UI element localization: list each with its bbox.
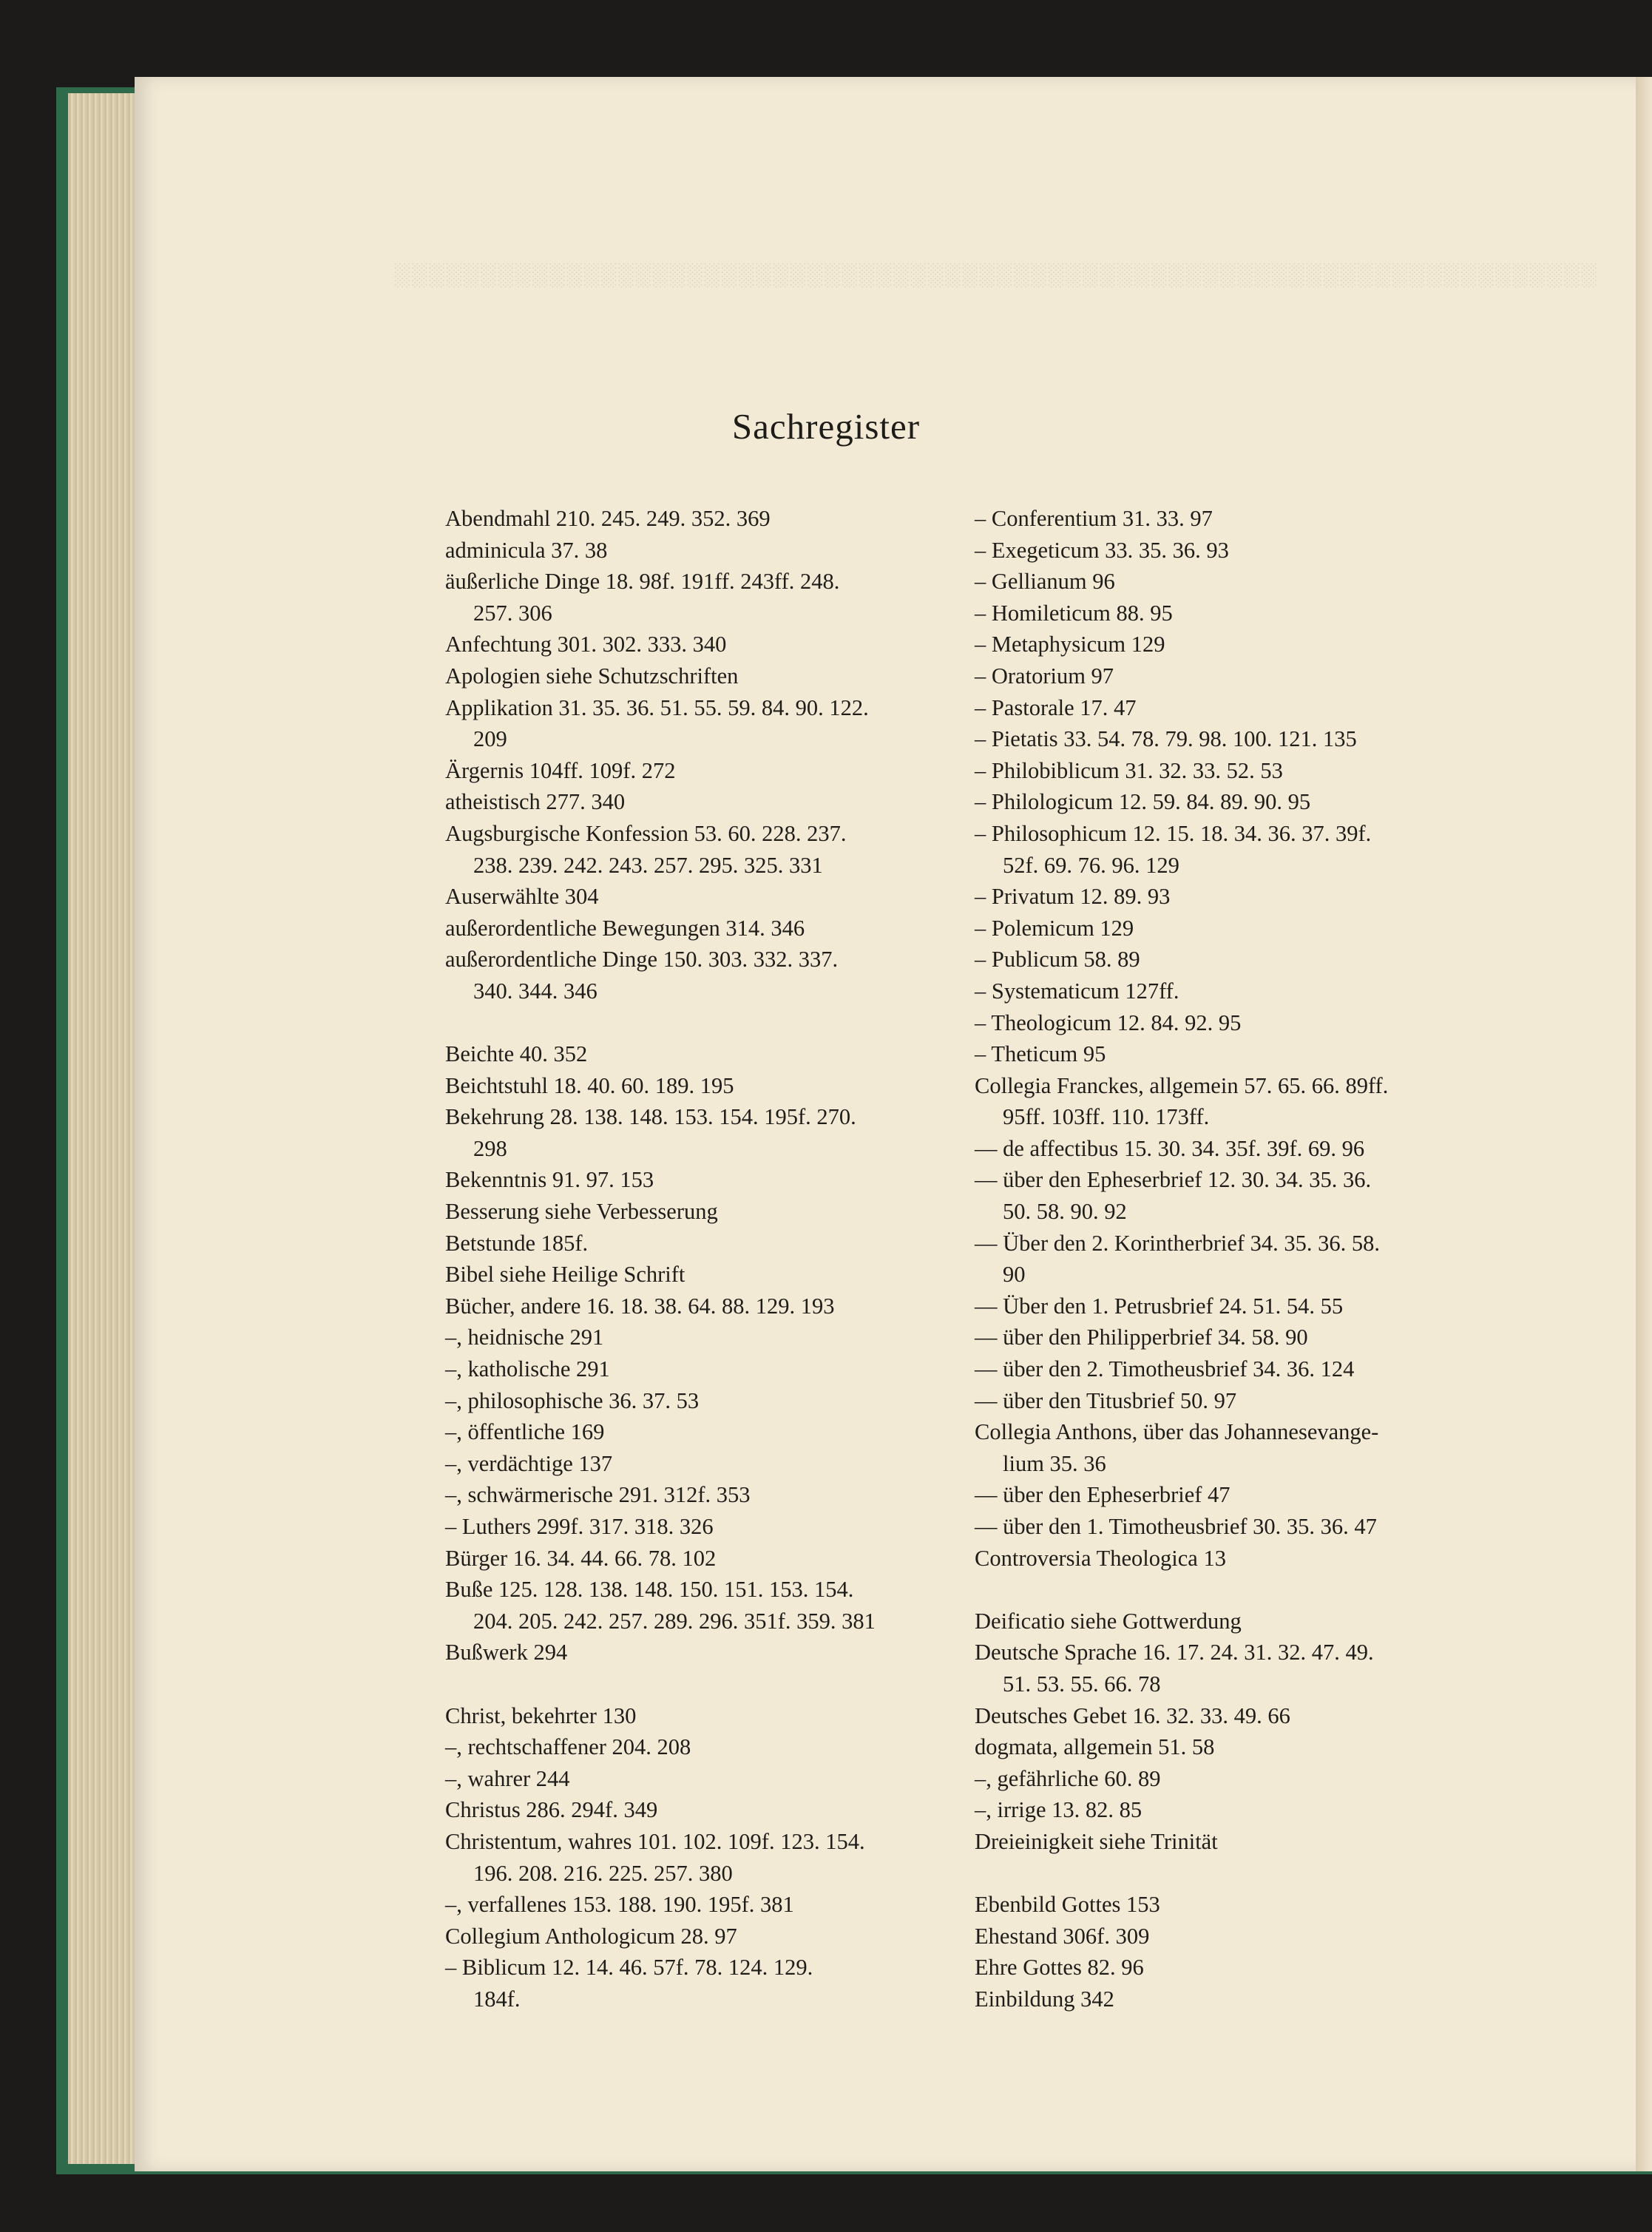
index-entry-line: 184f. bbox=[473, 1986, 521, 2012]
index-entry bbox=[445, 1353, 933, 1385]
index-entry bbox=[975, 598, 1492, 629]
index-entry-line: 209 bbox=[473, 726, 507, 752]
index-entry-line: –– Über den 1. Petrusbrief 24. 51. 54. 55 bbox=[975, 1293, 1344, 1319]
index-entry bbox=[975, 1133, 1492, 1165]
section-gap bbox=[445, 1007, 933, 1039]
index-entry bbox=[445, 881, 933, 913]
index-entry bbox=[445, 1228, 933, 1259]
index-entry-line: Ärgernis 104ff. 109f. 272 bbox=[445, 757, 676, 783]
index-entry bbox=[975, 503, 1492, 535]
index-entry bbox=[975, 1511, 1492, 1543]
index-entry bbox=[445, 786, 933, 818]
index-entry-line: –– über den 2. Timotheusbrief 34. 36. 124 bbox=[975, 1356, 1355, 1382]
index-entry bbox=[975, 1038, 1492, 1070]
index-entry-line: Deificatio siehe Gottwerdung bbox=[975, 1608, 1242, 1634]
index-entry bbox=[975, 1826, 1492, 1858]
index-entry-line: –– über den Titusbrief 50. 97 bbox=[975, 1387, 1237, 1413]
index-entry-line: Bußwerk 294 bbox=[445, 1640, 568, 1665]
index-entry-line: – Publicum 58. 89 bbox=[975, 947, 1140, 973]
index-entry bbox=[445, 913, 933, 944]
index-entry bbox=[975, 1353, 1492, 1385]
index-entry bbox=[975, 1700, 1492, 1732]
index-entry-line: –, heidnische 291 bbox=[445, 1325, 604, 1350]
index-entry-line: Beichtstuhl 18. 40. 60. 189. 195 bbox=[445, 1072, 734, 1098]
index-entry-line: –, schwärmerische 291. 312f. 353 bbox=[445, 1482, 751, 1508]
index-entry bbox=[975, 881, 1492, 913]
index-entry bbox=[975, 1606, 1492, 1637]
index-entry bbox=[975, 1479, 1492, 1511]
index-entry-line: Abendmahl 210. 245. 249. 352. 369 bbox=[445, 506, 771, 531]
index-entry-line: Besserung siehe Verbesserung bbox=[445, 1199, 718, 1225]
index-entry-line: – Privatum 12. 89. 93 bbox=[975, 884, 1171, 910]
index-entry bbox=[445, 535, 933, 567]
index-entry-line: Deutsche Sprache 16. 17. 24. 31. 32. 47. 49. bbox=[975, 1640, 1374, 1665]
index-entry-line: – Metaphysicum 129 bbox=[975, 632, 1165, 657]
index-entry bbox=[445, 1259, 933, 1291]
section-gap bbox=[975, 1858, 1492, 1890]
index-entry-line: –, verfallenes 153. 188. 190. 195f. 381 bbox=[445, 1892, 794, 1918]
index-entry bbox=[445, 1543, 933, 1575]
index-entry-line: Ehre Gottes 82. 96 bbox=[975, 1955, 1144, 1981]
index-entry-line: Deutsches Gebet 16. 32. 33. 49. 66 bbox=[975, 1702, 1290, 1728]
index-entry-line: Christus 286. 294f. 349 bbox=[445, 1797, 658, 1823]
index-entry-line: außerordentliche Dinge 150. 303. 332. 337. bbox=[445, 947, 839, 973]
index-entry bbox=[445, 1700, 933, 1732]
index-entry-line: Bücher, andere 16. 18. 38. 64. 88. 129. 193 bbox=[445, 1293, 835, 1319]
index-entry-line: –, philosophische 36. 37. 53 bbox=[445, 1387, 700, 1413]
index-entry bbox=[975, 1322, 1492, 1353]
index-entry-line: Ebenbild Gottes 153 bbox=[975, 1892, 1160, 1918]
index-entry bbox=[445, 1196, 933, 1228]
section-gap bbox=[975, 1574, 1492, 1606]
index-entry-line: –– de affectibus 15. 30. 34. 35f. 39f. 69. 96 bbox=[975, 1135, 1365, 1161]
index-entry bbox=[445, 660, 933, 692]
index-entry-line: Bibel siehe Heilige Schrift bbox=[445, 1262, 685, 1288]
index-entry-line: –, öffentliche 169 bbox=[445, 1419, 605, 1445]
index-entry-line: 95ff. 103ff. 110. 173ff. bbox=[1003, 1104, 1210, 1130]
index-entry bbox=[975, 660, 1492, 692]
index-entry-line: Betstunde 185f. bbox=[445, 1230, 589, 1256]
index-entry-line: Apologien siehe Schutzschriften bbox=[445, 663, 739, 689]
index-entry-line: –, irrige 13. 82. 85 bbox=[975, 1797, 1142, 1823]
index-entry-line: Ehestand 306f. 309 bbox=[975, 1923, 1150, 1949]
index-entry bbox=[975, 1794, 1492, 1826]
index-entry bbox=[445, 1952, 933, 2015]
index-entry-line: Bekenntnis 91. 97. 153 bbox=[445, 1167, 654, 1193]
index-entry bbox=[975, 755, 1492, 787]
index-entry bbox=[975, 1984, 1492, 2015]
index-entry-line: –, gefährliche 60. 89 bbox=[975, 1765, 1161, 1791]
index-column-right bbox=[975, 503, 1492, 2015]
index-entry-line: –, katholische 291 bbox=[445, 1356, 610, 1382]
index-entry-line: 90 bbox=[1003, 1262, 1026, 1288]
index-entry-line: Controversia Theologica 13 bbox=[975, 1545, 1226, 1571]
index-entry bbox=[975, 1921, 1492, 1952]
index-entry-line: – Biblicum 12. 14. 46. 57f. 78. 124. 129. bbox=[445, 1955, 813, 1981]
index-entry bbox=[445, 629, 933, 660]
index-entry-line: – Systematicum 127ff. bbox=[975, 978, 1179, 1004]
index-entry bbox=[445, 1385, 933, 1417]
index-entry bbox=[445, 1070, 933, 1102]
index-entry bbox=[445, 1511, 933, 1543]
index-entry bbox=[975, 913, 1492, 944]
index-entry-line: außerordentliche Bewegungen 314. 346 bbox=[445, 915, 805, 941]
index-entry-line: –– über den Philipperbrief 34. 58. 90 bbox=[975, 1325, 1308, 1350]
index-entry-line: –, rechtschaffener 204. 208 bbox=[445, 1734, 691, 1760]
index-entry-line: Einbildung 342 bbox=[975, 1986, 1114, 2012]
index-entry bbox=[445, 503, 933, 535]
index-entry-line: 51. 53. 55. 66. 78 bbox=[1003, 1671, 1161, 1697]
index-entry-line: –– über den Epheserbrief 47 bbox=[975, 1482, 1230, 1508]
bleed-through-texture: ░░░░░░░░░░░░░░░░░░░░░░░░░░░░░░░░░░░░░░░░░░░░░░░░░░░░░░░░░░░░░░░░░░░░░░ bbox=[393, 263, 1597, 287]
index-entry bbox=[445, 1038, 933, 1070]
index-entry bbox=[975, 629, 1492, 660]
index-entry bbox=[975, 975, 1492, 1007]
index-entry bbox=[975, 1416, 1492, 1479]
index-entry-line: Collegium Anthologicum 28. 97 bbox=[445, 1923, 737, 1949]
index-entry bbox=[445, 1921, 933, 1952]
index-entry-line: adminicula 37. 38 bbox=[445, 537, 608, 563]
index-entry-line: Buße 125. 128. 138. 148. 150. 151. 153. 154. bbox=[445, 1577, 854, 1603]
index-entry-line: Bekehrung 28. 138. 148. 153. 154. 195f. 270. bbox=[445, 1104, 856, 1130]
index-entry-line: 340. 344. 346 bbox=[473, 978, 598, 1004]
index-entry-line: äußerliche Dinge 18. 98f. 191ff. 243ff. 248. bbox=[445, 569, 840, 595]
index-entry-line: Collegia Franckes, allgemein 57. 65. 66. 89ff. bbox=[975, 1072, 1389, 1098]
index-entry bbox=[445, 692, 933, 755]
index-entry-line: atheistisch 277. 340 bbox=[445, 789, 626, 815]
index-entry-line: Beichte 40. 352 bbox=[445, 1041, 588, 1067]
index-entry bbox=[445, 1448, 933, 1480]
index-entry bbox=[975, 1731, 1492, 1763]
index-entry-line: – Theticum 95 bbox=[975, 1041, 1106, 1067]
index-entry-line: Auserwählte 304 bbox=[445, 884, 599, 910]
index-entry bbox=[445, 1826, 933, 1889]
index-entry-line: – Conferentium 31. 33. 97 bbox=[975, 506, 1213, 531]
index-entry bbox=[975, 818, 1492, 881]
section-gap bbox=[445, 1668, 933, 1700]
index-entry-line: lium 35. 36 bbox=[1003, 1450, 1106, 1476]
index-entry-line: Bürger 16. 34. 44. 66. 78. 102 bbox=[445, 1545, 717, 1571]
index-entry bbox=[445, 1574, 933, 1637]
index-entry bbox=[445, 1763, 933, 1795]
index-entry bbox=[975, 1637, 1492, 1700]
index-entry-line: –– über den 1. Timotheusbrief 30. 35. 36. 47 bbox=[975, 1514, 1377, 1539]
index-entry bbox=[975, 692, 1492, 724]
index-entry-line: 257. 306 bbox=[473, 600, 552, 626]
index-entry bbox=[975, 1291, 1492, 1322]
page-title: Sachregister bbox=[731, 406, 921, 447]
index-entry-line: – Gellianum 96 bbox=[975, 569, 1115, 595]
index-entry-line: – Homileticum 88. 95 bbox=[975, 600, 1173, 626]
index-entry bbox=[975, 1543, 1492, 1575]
index-entry-line: dogmata, allgemein 51. 58 bbox=[975, 1734, 1215, 1760]
index-entry bbox=[975, 1763, 1492, 1795]
index-entry-line: –, wahrer 244 bbox=[445, 1765, 570, 1791]
index-entry bbox=[445, 1101, 933, 1164]
index-entry bbox=[445, 1322, 933, 1353]
index-entry bbox=[975, 1228, 1492, 1291]
index-entry bbox=[445, 1164, 933, 1196]
index-entry bbox=[975, 1070, 1492, 1133]
index-entry-line: –, verdächtige 137 bbox=[445, 1450, 613, 1476]
index-entry bbox=[445, 818, 933, 881]
index-entry-line: – Philosophicum 12. 15. 18. 34. 36. 37. 39f. bbox=[975, 820, 1372, 846]
index-entry bbox=[445, 1637, 933, 1668]
index-entry bbox=[975, 786, 1492, 818]
index-entry bbox=[975, 1007, 1492, 1039]
index-entry bbox=[445, 944, 933, 1007]
index-entry-line: Applikation 31. 35. 36. 51. 55. 59. 84. 90. 122. bbox=[445, 694, 869, 720]
index-entry bbox=[445, 1416, 933, 1448]
index-column-left bbox=[445, 503, 933, 2015]
index-entry-line: – Pastorale 17. 47 bbox=[975, 694, 1137, 720]
index-entry-line: – Polemicum 129 bbox=[975, 915, 1134, 941]
index-entry-line: – Luthers 299f. 317. 318. 326 bbox=[445, 1514, 714, 1539]
index-entry bbox=[975, 535, 1492, 567]
index-entry-line: – Philobiblicum 31. 32. 33. 52. 53 bbox=[975, 757, 1283, 783]
index-entry bbox=[975, 723, 1492, 755]
index-entry-line: 204. 205. 242. 257. 289. 296. 351f. 359. 381 bbox=[473, 1608, 876, 1634]
index-entry-line: 50. 58. 90. 92 bbox=[1003, 1199, 1127, 1225]
index-entry bbox=[445, 566, 933, 629]
index-entry bbox=[975, 1164, 1492, 1227]
index-entry bbox=[975, 1385, 1492, 1417]
index-entry bbox=[445, 1889, 933, 1921]
index-entry bbox=[975, 1952, 1492, 1984]
index-entry-line: –– Über den 2. Korintherbrief 34. 35. 36. 58. bbox=[975, 1230, 1381, 1256]
index-entry-line: –– über den Epheserbrief 12. 30. 34. 35. 36. bbox=[975, 1167, 1372, 1193]
index-entry-line: Christ, bekehrter 130 bbox=[445, 1702, 637, 1728]
index-entry-line: – Exegeticum 33. 35. 36. 93 bbox=[975, 537, 1229, 563]
next-page-edge bbox=[1636, 77, 1652, 2171]
index-entry-line: – Oratorium 97 bbox=[975, 663, 1114, 689]
index-entry-line: Dreieinigkeit siehe Trinität bbox=[975, 1828, 1218, 1854]
index-entry-line: – Theologicum 12. 84. 92. 95 bbox=[975, 1010, 1242, 1035]
index-entry-line: 52f. 69. 76. 96. 129 bbox=[1003, 852, 1179, 878]
index-entry bbox=[975, 1889, 1492, 1921]
index-entry bbox=[445, 1479, 933, 1511]
index-entry bbox=[445, 755, 933, 787]
index-entry-line: 196. 208. 216. 225. 257. 380 bbox=[473, 1860, 733, 1886]
index-entry bbox=[445, 1291, 933, 1322]
index-entry-line: 238. 239. 242. 243. 257. 295. 325. 331 bbox=[473, 852, 823, 878]
index-entry bbox=[445, 1731, 933, 1763]
index-entry bbox=[975, 944, 1492, 975]
index-entry-line: Anfechtung 301. 302. 333. 340 bbox=[445, 632, 727, 657]
index-entry-line: Christentum, wahres 101. 102. 109f. 123. 154. bbox=[445, 1828, 865, 1854]
index-entry-line: – Pietatis 33. 54. 78. 79. 98. 100. 121. 135 bbox=[975, 726, 1357, 752]
index-entry bbox=[975, 566, 1492, 598]
index-entry-line: Augsburgische Konfession 53. 60. 228. 237. bbox=[445, 820, 847, 846]
index-entry bbox=[445, 1794, 933, 1826]
index-entry-line: Collegia Anthons, über das Johannesevange- bbox=[975, 1419, 1379, 1445]
index-entry-line: – Philologicum 12. 59. 84. 89. 90. 95 bbox=[975, 789, 1311, 815]
index-entry-line: 298 bbox=[473, 1135, 507, 1161]
